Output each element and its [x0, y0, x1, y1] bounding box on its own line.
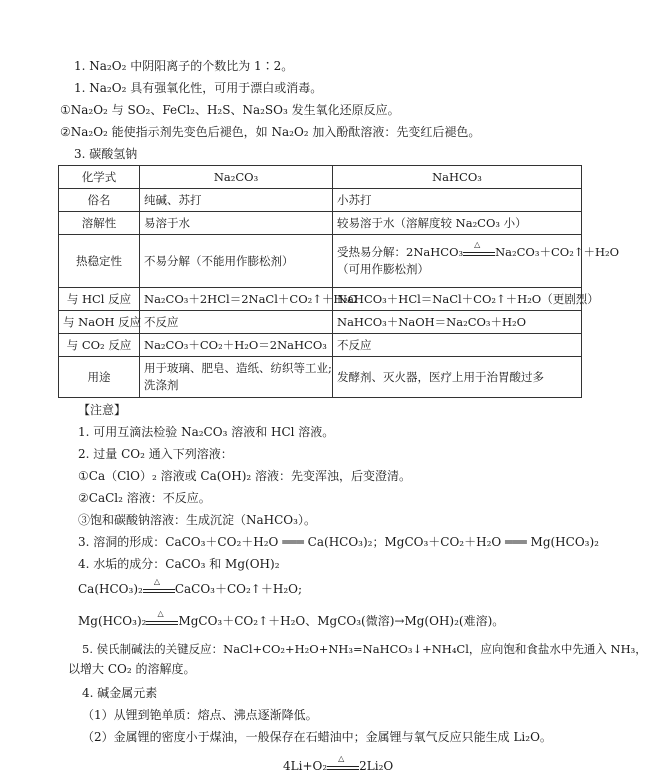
- row-key: 俗名: [59, 189, 140, 212]
- row-key: 与 NaOH 反应: [59, 311, 140, 334]
- heat-arrow: [463, 240, 495, 258]
- heat-arrow: [146, 608, 178, 627]
- decomposition-equation: [337, 240, 620, 261]
- table-row: [59, 311, 582, 334]
- cell-na2co3: 易溶于水: [140, 212, 333, 235]
- heat-arrow: [143, 576, 175, 595]
- table-row: [59, 334, 582, 357]
- cell-nahco3: 不反应: [333, 334, 582, 357]
- line-2: 1. Na₂O₂ 具有强氧化性，可用于漂白或消毒。: [74, 81, 323, 95]
- eq-right: CaCO₃＋CO₂↑＋H₂O;: [174, 582, 303, 596]
- cell-na2co3: 纯碱、苏打: [140, 189, 333, 212]
- line-4: ②Na₂O₂ 能使指示剂先变色后褪色，如 Na₂O₂ 加入酚酞溶液：先变红后褪色。: [60, 125, 481, 139]
- table-header-row: [59, 166, 582, 189]
- table-row: [59, 189, 582, 212]
- equation-lithium-oxide: [283, 753, 394, 774]
- note-2b: ②CaCl₂ 溶液：不反应。: [78, 491, 211, 505]
- cell-nahco3: 较易溶于水（溶解度较 Na₂CO₃ 小）: [333, 212, 582, 235]
- row-key: 与 CO₂ 反应: [59, 334, 140, 357]
- note-5: 5. 侯氏制碱法的关键反应：NaCl+CO₂+H₂O+NH₃=NaHCO₃↓+NH₄Cl，应向饱和食盐水中先通入 NH₃，: [82, 642, 647, 656]
- header-formula: 化学式: [59, 166, 140, 189]
- eq-right: MgCO₃＋CO₂↑＋H₂O、MgCO₃(微溶)→Mg(OH)₂(难溶)。: [178, 614, 505, 628]
- table-row: [59, 288, 582, 311]
- eq-left: Mg(HCO₃)₂: [78, 614, 147, 628]
- heat-symbol: △: [153, 576, 160, 586]
- note-2a: ①Ca（ClO）₂ 溶液或 Ca(OH)₂ 溶液：先变浑浊，后变澄清。: [78, 469, 412, 483]
- cell-nahco3: NaHCO₃＋NaOH＝Na₂CO₃＋H₂O: [333, 311, 582, 334]
- line-3: ①Na₂O₂ 与 SO₂、FeCl₂、H₂S、Na₂SO₃ 发生氧化还原反应。: [60, 103, 400, 117]
- heat-symbol: △: [157, 608, 164, 618]
- cell-nahco3: 小苏打: [333, 189, 582, 212]
- section-alkali-metals: 4. 碱金属元素: [82, 686, 158, 700]
- note-2c: ③饱和碳酸钠溶液：生成沉淀（NaHCO₃）。: [78, 513, 316, 527]
- eq-right: 2Li₂O: [359, 759, 394, 773]
- note-2: 2. 过量 CO₂ 通入下列溶液：: [78, 447, 233, 461]
- eq-right: Na₂CO₃＋CO₂↑＋H₂O: [495, 245, 620, 259]
- heat-symbol: △: [474, 240, 481, 249]
- alkali-point-2: （2）金属锂的密度小于煤油，一般保存在石蜡油中；金属锂与氧气反应只能生成 Li₂O。: [82, 730, 552, 744]
- alkali-point-1: （1）从锂到铯单质：熔点、沸点逐渐降低。: [82, 708, 318, 722]
- row-key: 热稳定性: [59, 235, 140, 288]
- note-4: 4. 水垢的成分：CaCO₃ 和 Mg(OH)₂: [78, 557, 280, 571]
- cell-na2co3: 不易分解（不能用作膨松剂）: [140, 235, 333, 288]
- header-na2co3: Na₂CO₃: [140, 166, 333, 189]
- cell-note: （可用作膨松剂）: [337, 262, 429, 276]
- cell-nahco3: [333, 235, 620, 288]
- note-3: 3. 溶洞的形成：CaCO₃＋CO₂＋H₂O ═══ Ca(HCO₃)₂；MgCO₃＋CO₂＋H₂O ═══ Mg(HCO₃)₂: [78, 535, 599, 549]
- line-1: 1. Na₂O₂ 中阴阳离子的个数比为 1∶2。: [74, 59, 294, 73]
- use-line-2: 洗涤剂: [144, 378, 179, 392]
- equation-ca-hco3: [78, 576, 303, 597]
- table-row: [59, 212, 582, 235]
- table-row: [59, 357, 582, 398]
- table-row: [59, 235, 582, 288]
- cell-na2co3: [140, 357, 333, 398]
- row-key: 用途: [59, 357, 140, 398]
- cell-na2co3: Na₂CO₃＋CO₂＋H₂O＝2NaHCO₃: [140, 334, 333, 357]
- header-nahco3: NaHCO₃: [333, 166, 582, 189]
- heat-symbol: △: [338, 753, 345, 763]
- cell-na2co3: Na₂CO₃＋2HCl＝2NaCl＋CO₂↑＋H₂O: [140, 288, 333, 311]
- eq-left: Ca(HCO₃)₂: [78, 582, 143, 596]
- cell-nahco3: 发酵剂、灭火器，医疗上用于治胃酸过多: [333, 357, 582, 398]
- eq-left: 受热易分解：2NaHCO₃: [337, 245, 464, 259]
- cell-na2co3: 不反应: [140, 311, 333, 334]
- note-5-cont: 以增大 CO₂ 的溶解度。: [68, 662, 196, 676]
- equation-mg-hco3: [78, 608, 505, 629]
- section-heading-nahco3: 3. 碳酸氢钠: [74, 147, 138, 161]
- comparison-table: [58, 165, 620, 398]
- row-key: 与 HCl 反应: [59, 288, 140, 311]
- eq-left: 4Li+O₂: [283, 759, 328, 773]
- notes-heading: 【注意】: [78, 403, 127, 417]
- row-key: 溶解性: [59, 212, 140, 235]
- note-1: 1. 可用互滴法检验 Na₂CO₃ 溶液和 HCl 溶液。: [78, 425, 335, 439]
- cell-nahco3: NaHCO₃＋HCl＝NaCl＋CO₂↑＋H₂O（更剧烈）: [333, 288, 582, 311]
- heat-arrow: [327, 753, 359, 772]
- use-line-1: 用于玻璃、肥皂、造纸、纺织等工业;: [144, 361, 332, 375]
